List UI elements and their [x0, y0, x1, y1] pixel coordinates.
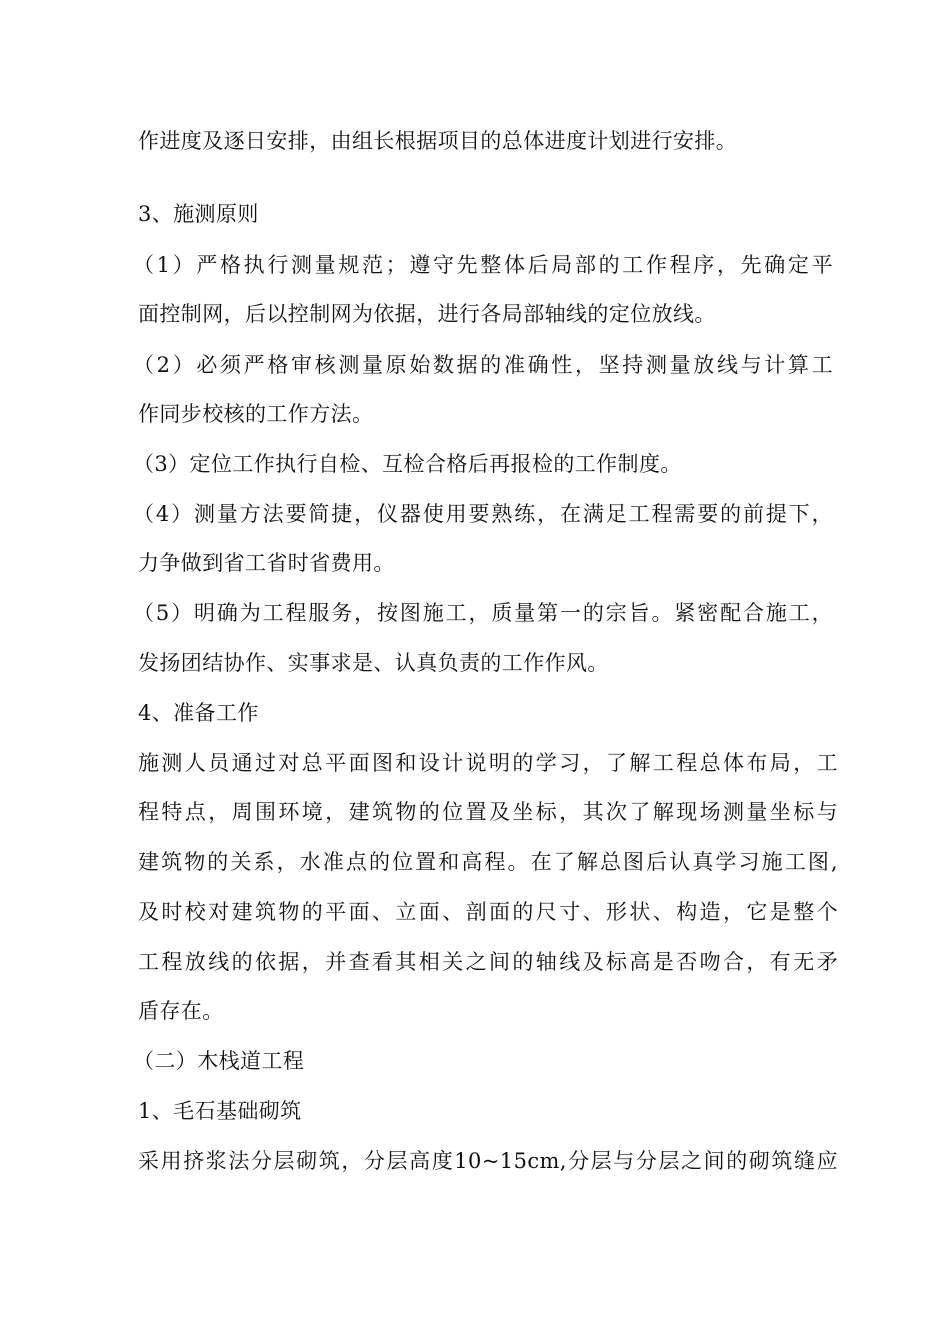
text-line: 作进度及逐日安排，由组长根据项目的总体进度计划进行安排。: [138, 129, 738, 153]
section-heading: 1、毛石基础砌筑: [138, 1099, 302, 1123]
text-line: 力争做到省工省时省费用。: [138, 551, 395, 575]
text-line: （1）严格执行测量规范；遵守先整体后局部的工作程序，先确定平: [133, 253, 833, 277]
text-line: 建筑物的关系，水准点的位置和高程。在了解总图后认真学习施工图,: [138, 850, 838, 874]
section-heading: 4、准备工作: [138, 701, 259, 725]
text-line: 施测人员通过对总平面图和设计说明的学习，了解工程总体布局，工: [138, 751, 838, 775]
text-line: 程特点，周围环境，建筑物的位置及坐标，其次了解现场测量坐标与: [138, 800, 838, 824]
text-line: 采用挤浆法分层砌筑，分层高度10~15cm,分层与分层之间的砌筑缝应: [138, 1149, 838, 1173]
text-line: （2）必须严格审核测量原始数据的准确性，坚持测量放线与计算工: [133, 353, 833, 377]
text-line: 及时校对建筑物的平面、立面、剖面的尺寸、形状、构造，它是整个: [138, 900, 838, 924]
text-line: （4）测量方法要简捷，仪器使用要熟练，在满足工程需要的前提下，: [133, 502, 833, 526]
text-line: 作同步校核的工作方法。: [138, 402, 374, 426]
text-line: （5）明确为工程服务，按图施工，质量第一的宗旨。紧密配合施工，: [133, 601, 833, 625]
text-line: 面控制网，后以控制网为依据，进行各局部轴线的定位放线。: [138, 302, 716, 326]
section-heading: 3、施测原则: [138, 202, 259, 226]
text-line: （3）定位工作执行自检、互检合格后再报检的工作制度。: [133, 452, 682, 476]
text-line: 盾存在。: [138, 999, 224, 1023]
text-line: 工程放线的依据，并查看其相关之间的轴线及标高是否吻合，有无矛: [138, 950, 838, 974]
section-heading: （二）木栈道工程: [133, 1049, 305, 1073]
text-line: 发扬团结协作、实事求是、认真负责的工作作风。: [138, 651, 609, 675]
